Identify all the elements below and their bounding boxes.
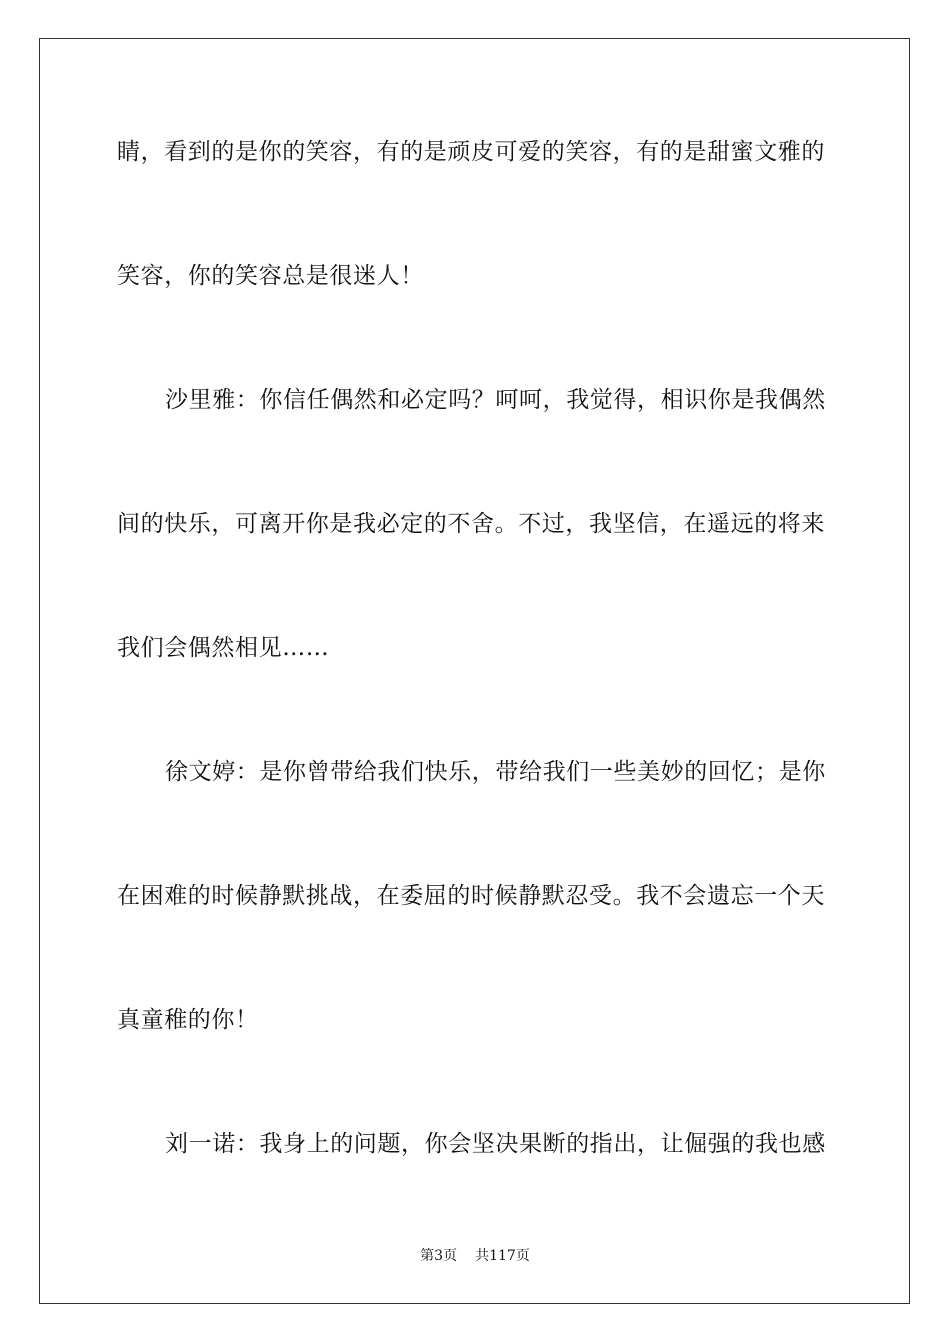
body-line-6: 徐文婷：是你曾带给我们快乐，带给我们一些美妙的回忆；是你	[165, 759, 826, 785]
body-line-4: 间的快乐，可离开你是我必定的不舍。不过，我坚信，在遥远的将来	[117, 511, 825, 537]
page-number: 第3页	[420, 1248, 458, 1264]
body-line-9: 刘一诺：我身上的问题，你会坚决果断的指出，让倔强的我也感	[165, 1131, 826, 1157]
body-line-8: 真童稚的你！	[117, 1007, 259, 1033]
page-border	[39, 38, 910, 1304]
body-line-3: 沙里雅：你信任偶然和必定吗？呵呵，我觉得，相识你是我偶然	[165, 387, 826, 413]
page-footer	[0, 1247, 950, 1265]
body-line-5: 我们会偶然相见……	[117, 635, 330, 661]
body-line-2: 笑容，你的笑容总是很迷人！	[117, 263, 424, 289]
body-line-7: 在困难的时候静默挑战，在委屈的时候静默忍受。我不会遗忘一个天	[117, 883, 825, 909]
page-total: 共117页	[475, 1248, 530, 1264]
body-line-1: 睛，看到的是你的笑容，有的是顽皮可爱的笑容，有的是甜蜜文雅的	[117, 139, 825, 165]
